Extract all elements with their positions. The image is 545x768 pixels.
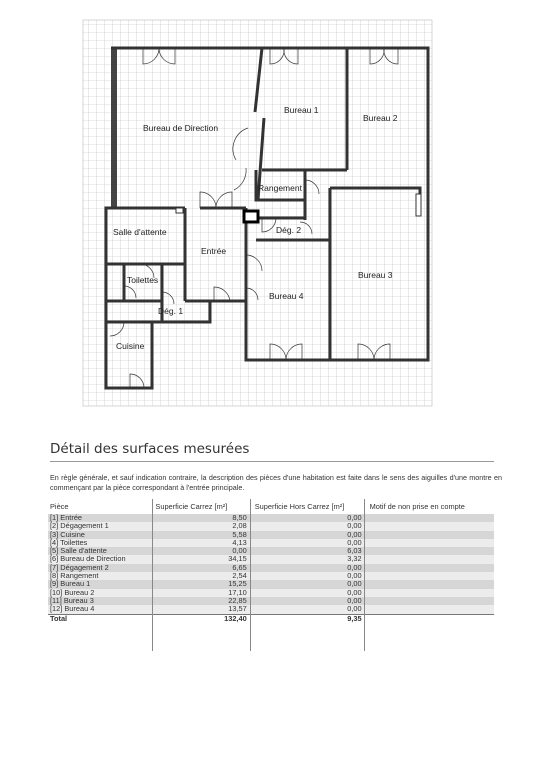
cell-motif [368, 589, 494, 597]
section-intro: En règle générale, et sauf indication contraire, la description des pièces d'une habitation est faite dans le sens des aiguilles d'une montre en commençant par la pièce correspondant à l'entrée principale. [50, 473, 502, 492]
cell-hors-carrez: 0,00 [253, 539, 368, 547]
cell-piece: [11] Bureau 3 [48, 597, 153, 605]
cell-carrez: 0,00 [153, 547, 252, 555]
room-label-bureau3: Bureau 3 [358, 270, 393, 280]
cell-motif [368, 614, 494, 623]
cell-hors-carrez: 0,00 [253, 589, 368, 597]
cell-piece: [10] Bureau 2 [48, 589, 153, 597]
cell-piece: [9] Bureau 1 [48, 580, 153, 588]
cell-hors-carrez: 3,32 [253, 555, 368, 563]
cell-motif [368, 539, 494, 547]
cell-piece: [4] Toilettes [48, 539, 153, 547]
cell-piece: [6] Bureau de Direction [48, 555, 153, 563]
cell-motif [368, 531, 494, 539]
cell-motif [368, 580, 494, 588]
cell-carrez: 15,25 [153, 580, 252, 588]
table-row [48, 539, 494, 547]
table-row [48, 597, 494, 605]
cell-hors-carrez: 0,00 [253, 597, 368, 605]
cell-motif [368, 555, 494, 563]
cell-motif [368, 605, 494, 614]
room-label-cuisine: Cuisine [116, 341, 145, 351]
room-label-rangement: Rangement [258, 183, 302, 193]
table-row [48, 589, 494, 597]
cell-piece: [1] Entrée [48, 514, 153, 522]
cell-motif [368, 564, 494, 572]
cell-hors-carrez: 0,00 [253, 522, 368, 530]
cell-piece: [7] Dégagement 2 [48, 564, 153, 572]
cell-carrez: 132,40 [153, 614, 252, 623]
cell-hors-carrez: 0,00 [253, 531, 368, 539]
table-row [48, 605, 494, 614]
cell-piece: Total [48, 614, 153, 623]
table-row [48, 572, 494, 580]
column-separator [152, 499, 153, 651]
room-label-bureau2: Bureau 2 [363, 113, 398, 123]
room-label-bureau4: Bureau 4 [269, 291, 304, 301]
cell-piece: [2] Dégagement 1 [48, 522, 153, 530]
column-header-carrez: Superficie Carrez [m²] [155, 502, 228, 511]
cell-piece: [12] Bureau 4 [48, 605, 153, 614]
cell-motif [368, 572, 494, 580]
cell-carrez: 17,10 [153, 589, 252, 597]
surfaces-table [48, 499, 494, 623]
table-row [48, 580, 494, 588]
cell-hors-carrez: 0,00 [253, 605, 368, 614]
cell-hors-carrez: 0,00 [253, 580, 368, 588]
cell-hors-carrez: 9,35 [253, 614, 368, 623]
cell-hors-carrez: 0,00 [253, 514, 368, 522]
room-label-entree: Entrée [201, 246, 227, 256]
cell-carrez: 4,13 [153, 539, 252, 547]
table-header-row [48, 499, 494, 514]
table-row [48, 514, 494, 522]
cell-carrez: 13,57 [153, 605, 252, 614]
section-title: Détail des surfaces mesurées [50, 441, 250, 457]
cell-motif [368, 514, 494, 522]
cell-carrez: 8,50 [153, 514, 252, 522]
column-header-motif: Motif de non prise en compte [369, 502, 465, 511]
room-label-direction: Bureau de Direction [143, 123, 219, 133]
cell-carrez: 2,54 [153, 572, 252, 580]
table-row [48, 564, 494, 572]
column-header-piece: Pièce [50, 502, 69, 511]
cell-hors-carrez: 0,00 [253, 564, 368, 572]
column-separator [364, 499, 365, 651]
room-label-toilettes: Toilettes [127, 275, 159, 285]
table-row [48, 531, 494, 539]
section-divider [50, 461, 494, 462]
room-label-attente: Salle d'attente [113, 227, 167, 237]
room-label-deg1: Dég. 1 [158, 306, 184, 316]
table-row [48, 555, 494, 563]
cell-piece: [3] Cuisine [48, 531, 153, 539]
cell-motif [368, 522, 494, 530]
cell-carrez: 22,85 [153, 597, 252, 605]
cell-carrez: 6,65 [153, 564, 252, 572]
table-body [48, 514, 494, 623]
cell-carrez: 34,15 [153, 555, 252, 563]
table-row [48, 522, 494, 530]
cell-carrez: 2,08 [153, 522, 252, 530]
column-separator [250, 499, 251, 651]
cell-piece: [5] Salle d'attente [48, 547, 153, 555]
cell-motif [368, 547, 494, 555]
cell-hors-carrez: 6,03 [253, 547, 368, 555]
room-label-bureau1: Bureau 1 [284, 105, 319, 115]
cell-hors-carrez: 0,00 [253, 572, 368, 580]
column-header-hors-carrez: Superficie Hors Carrez [m²] [254, 502, 345, 511]
room-label-deg2: Dég. 2 [276, 225, 302, 235]
cell-motif [368, 597, 494, 605]
cell-carrez: 5,58 [153, 531, 252, 539]
table-total-row [48, 614, 494, 623]
cell-piece: [8] Rangement [48, 572, 153, 580]
